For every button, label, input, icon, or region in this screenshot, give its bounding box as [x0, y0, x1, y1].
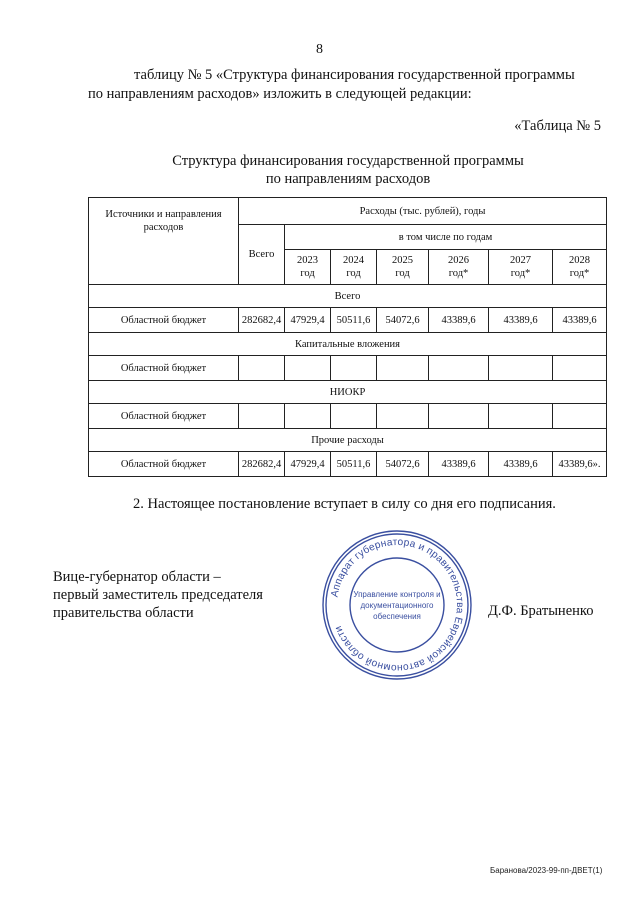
year-label: 2027: [510, 255, 531, 266]
row-value: 43389,6: [553, 308, 607, 333]
table-row: [89, 356, 607, 381]
header-total: Всего: [239, 225, 285, 285]
seal-center-line-1: Управление контроля и: [353, 590, 441, 599]
row-value: [285, 404, 331, 429]
header-including: в том числе по годам: [285, 225, 607, 250]
header-source: Источники и направления расходов: [89, 198, 239, 285]
year-unit: год: [346, 268, 361, 279]
signer-line-1: Вице-губернатор области –: [53, 569, 221, 585]
row-value: 47929,4: [285, 308, 331, 333]
row-value: 43389,6: [429, 308, 489, 333]
header-year-2025: [377, 250, 429, 285]
signer-name: Д.Ф. Братыненко: [488, 603, 594, 619]
seal-center-line-2: документационного: [360, 601, 434, 610]
header-year-2024: [331, 250, 377, 285]
year-label: 2026: [448, 255, 469, 266]
table-title-line-2: по направлениям расходов: [265, 171, 431, 187]
row-value: 43389,6».: [553, 452, 607, 477]
year-label: 2025: [392, 255, 413, 266]
section-title-capital: Капитальные вложения: [89, 333, 607, 356]
official-seal-stamp: [317, 525, 477, 685]
row-label: Областной бюджет: [89, 452, 239, 477]
table-row: [89, 308, 607, 333]
seal-ring-textpath: Аппарат губернатора и правительства Еврейской автономной области: [329, 536, 466, 674]
header-year-2028: [553, 250, 607, 285]
row-total: 282682,4: [239, 452, 285, 477]
table-reference: «Таблица № 5: [514, 118, 601, 134]
signer-line-3: правительства области: [53, 605, 194, 621]
row-value: [377, 404, 429, 429]
header-year-2023: [285, 250, 331, 285]
header-year-2027: [489, 250, 553, 285]
row-total: [239, 356, 285, 381]
footer-reference: Баранова/2023-99-пп-ДВЕТ(1): [490, 866, 603, 875]
header-year-2026: [429, 250, 489, 285]
seal-center-line-3: обеспечения: [373, 612, 421, 621]
year-unit: год*: [510, 268, 531, 279]
row-value: 54072,6: [377, 452, 429, 477]
paragraph-2: 2. Настоящее постановление вступает в силу со дня его подписания.: [133, 496, 556, 512]
year-label: 2023: [297, 255, 318, 266]
table-title-line-1: Структура финансирования государственной программы: [172, 153, 524, 169]
signer-block: [53, 568, 263, 622]
row-value: [429, 404, 489, 429]
year-unit: год*: [448, 268, 469, 279]
year-unit: год: [395, 268, 410, 279]
row-value: [489, 356, 553, 381]
intro-line-1: таблицу № 5 «Структура финансирования государственной программы: [134, 67, 575, 83]
row-label: Областной бюджет: [89, 308, 239, 333]
row-value: 50511,6: [331, 308, 377, 333]
row-label: Областной бюджет: [89, 404, 239, 429]
row-value: [331, 356, 377, 381]
row-value: 50511,6: [331, 452, 377, 477]
row-value: [553, 356, 607, 381]
intro-paragraph: [88, 66, 608, 104]
year-label: 2028: [569, 255, 591, 266]
row-value: [331, 404, 377, 429]
row-value: 43389,6: [489, 308, 553, 333]
seal-icon: [317, 525, 477, 685]
row-total: 282682,4: [239, 308, 285, 333]
section-title-total: Всего: [89, 285, 607, 308]
table-title: [88, 152, 608, 188]
row-value: 43389,6: [489, 452, 553, 477]
financing-table: [88, 197, 607, 477]
year-unit: год*: [569, 268, 590, 279]
table-row: [89, 404, 607, 429]
row-value: [553, 404, 607, 429]
section-title-other: Прочие расходы: [89, 429, 607, 452]
row-value: 43389,6: [429, 452, 489, 477]
row-value: 47929,4: [285, 452, 331, 477]
row-value: [429, 356, 489, 381]
header-expenses: Расходы (тыс. рублей), годы: [239, 198, 607, 225]
table-row: [89, 452, 607, 477]
row-value: [285, 356, 331, 381]
intro-line-2: по направлениям расходов» изложить в следующей редакции:: [88, 86, 472, 102]
row-total: [239, 404, 285, 429]
signer-line-2: первый заместитель председателя: [53, 587, 263, 603]
row-value: [377, 356, 429, 381]
row-value: [489, 404, 553, 429]
page-number: 8: [316, 42, 323, 57]
year-label: 2024: [343, 255, 364, 266]
row-value: 54072,6: [377, 308, 429, 333]
year-unit: год: [300, 268, 315, 279]
section-title-rnd: НИОКР: [89, 381, 607, 404]
row-label: Областной бюджет: [89, 356, 239, 381]
